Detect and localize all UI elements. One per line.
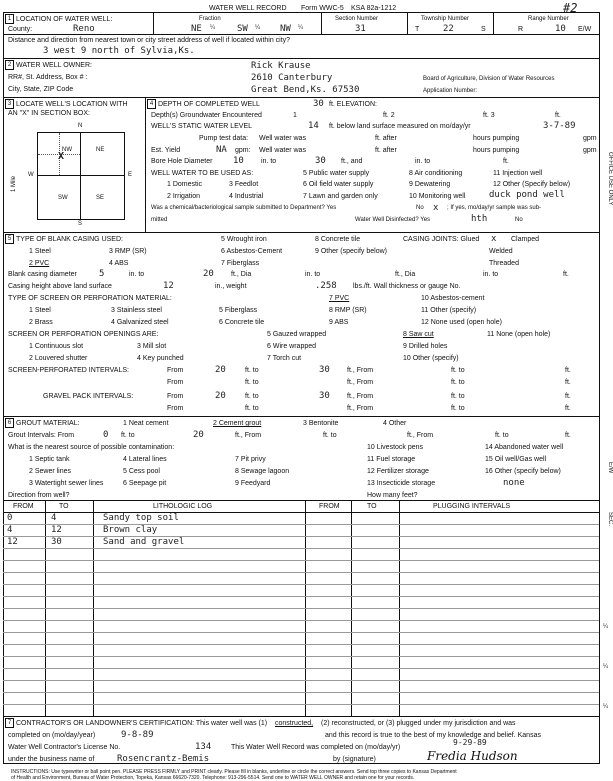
table-rule — [3, 608, 599, 609]
quarter-1: NE — [191, 24, 202, 34]
table-rule — [3, 548, 599, 549]
table-rule — [3, 572, 599, 573]
grout-to-value: 20 — [193, 430, 204, 440]
openings-title: SCREEN OR PERFORATION OPENINGS ARE: — [8, 331, 159, 338]
grout-neat: 1 Neat cement — [123, 420, 169, 427]
chem-mark: x — [433, 203, 439, 213]
open-drilled: 9 Drilled holes — [403, 343, 448, 350]
section-4-number: 4 — [147, 99, 156, 109]
screen-abs: 9 ABS — [329, 319, 349, 326]
distance-value: 3 west 9 north of Sylvia,Ks. — [43, 46, 195, 56]
grout-ft-to-2: ft. to — [323, 432, 337, 439]
west-label: W — [28, 172, 34, 178]
table-rule — [3, 596, 599, 597]
grout-from-value: 0 — [103, 430, 109, 440]
use-other: 12 Other (Specify below) — [493, 181, 571, 188]
yield-ft-after: ft. after — [375, 147, 397, 154]
perf-from-value: 20 — [215, 365, 226, 375]
perf-ft-to-3: ft. to — [245, 379, 259, 386]
county-label: County: — [8, 26, 33, 33]
casing-joints-mark: x — [491, 234, 497, 244]
section-5-number: 5 — [5, 234, 14, 244]
depth-label: DEPTH OF COMPLETED WELL — [158, 101, 260, 108]
bore-in-to-2: in. to — [415, 158, 431, 165]
bore-label: Bore Hole Diameter — [151, 158, 213, 165]
east-label: E — [128, 172, 133, 178]
range-number-label: Range Number — [528, 16, 569, 22]
casing-pvc: 2 PVC — [29, 260, 50, 267]
quarter-3: NW — [280, 24, 291, 34]
township-value: 22 — [443, 24, 454, 34]
true-text: and this record is true to the best of my knowledge and belief. Kansas — [325, 732, 541, 739]
disinfected-value: hth — [471, 214, 488, 224]
contam-lagoon: 8 Sewage lagoon — [235, 468, 290, 475]
gravel-to-value: 30 — [319, 391, 330, 401]
county-value: Reno — [73, 24, 95, 34]
yield-value: NA — [216, 145, 227, 155]
perf-ft-from-2: ft., From — [347, 379, 374, 386]
screen-steel: 1 Steel — [29, 307, 51, 314]
casing-welded: Welded — [489, 248, 513, 255]
table-rule — [3, 512, 599, 513]
t-label: T — [415, 26, 420, 33]
gravel-from-2: From — [167, 405, 184, 412]
perf-ft-to-1: ft. to — [245, 367, 259, 374]
contam-value: none — [503, 478, 525, 488]
section-7-number: 7 — [5, 718, 14, 728]
contam-septic: 1 Septic tank — [29, 456, 70, 463]
static-suffix: ft. below land surface measured on mo/day/yr — [329, 123, 471, 130]
contam-livestock: 10 Livestock pens — [367, 444, 424, 451]
casing-rmp: 3 RMP (SR) — [109, 248, 147, 255]
section-box[interactable] — [37, 132, 125, 220]
diam-ft-dia-2: ft., Dia — [395, 271, 416, 278]
township-number-label: Township Number — [421, 16, 470, 22]
quarter-sym-2: ¼ — [255, 25, 261, 31]
cert-constructed: constructed, — [275, 720, 314, 727]
instructions-2: of Health and Environment, Bureau of Water Protection, Topeka, Kansas 66620-7320. Telephone: 913-296-5514. Send one to WATER WELL OWNER and retain one for your records. — [11, 775, 415, 781]
screen-fiberglass: 5 Fiberglass — [219, 307, 258, 314]
disinfected-no: No — [515, 217, 523, 223]
grout-ft-to-3: ft. to — [495, 432, 509, 439]
yield-gpm: gpm: — [235, 147, 251, 154]
perf-ft-1: ft. — [565, 367, 571, 374]
diam-label: Blank casing diameter — [8, 271, 77, 278]
distance-label: Distance and direction from nearest town or city street address of well if located within city? — [8, 37, 291, 44]
casing-asbestos: 6 Asbestos-Cement — [221, 248, 283, 255]
screen-stainless: 3 Stainless steel — [111, 307, 162, 314]
use-label: WELL WATER TO BE USED AS: — [151, 170, 254, 177]
office-use-label: OFFICE USE ONLY — [607, 152, 613, 206]
table-rule — [3, 656, 599, 657]
bore-in-to: in. to — [261, 158, 277, 165]
col-to-2: TO — [367, 503, 377, 510]
license-value: 134 — [195, 742, 212, 752]
open-key: 4 Key punched — [137, 355, 184, 362]
row-to: 12 — [51, 525, 62, 535]
section-1-number: 1 — [5, 14, 14, 24]
cert-line-1: CONTRACTOR'S OR LANDOWNER'S CERTIFICATION: This water well was (1) — [16, 720, 268, 727]
signature-label: by (signature) — [333, 756, 376, 763]
screen-concrete: 6 Concrete tile — [219, 319, 265, 326]
table-rule — [3, 524, 599, 525]
chem-no: No — [416, 205, 424, 211]
gravel-ft-to-4: ft. to — [451, 405, 465, 412]
north-label: N — [78, 123, 83, 129]
chem-label: Was a chemical/bacteriological sample submitted to Department? Yes — [151, 205, 337, 211]
disinfected-label: Water Well Disinfected? Yes — [355, 217, 431, 223]
city-label: City, State, ZIP Code — [8, 86, 74, 93]
perf-label: SCREEN-PERFORATED INTERVALS: — [8, 367, 129, 374]
feet-label: How many feet? — [367, 492, 418, 499]
record-label: This Water Well Record was completed on (mo/day/yr) — [231, 744, 401, 751]
gw-3: ft. 3 — [483, 112, 495, 119]
casing-clamped: Clamped — [511, 236, 540, 243]
table-rule — [3, 680, 599, 681]
gravel-ft-1: ft. — [565, 393, 571, 400]
table-rule — [3, 644, 599, 645]
use-other-value: duck pond well — [489, 190, 565, 200]
s-label: S — [481, 26, 486, 33]
contam-abandoned: 14 Abandoned water well — [485, 444, 564, 451]
gravel-ft-to-3: ft. to — [245, 405, 259, 412]
diam-to-value: 20 — [203, 269, 214, 279]
business-value: Rosencrantz-Bemis — [117, 754, 210, 764]
weight-suffix: lbs./ft. Wall thickness or gauge No. — [353, 283, 461, 290]
use-monitoring: 10 Monitoring well — [409, 193, 466, 200]
gw-1: 1 — [293, 112, 297, 119]
grout-title: GROUT MATERIAL: — [16, 420, 80, 427]
contam-fertilizer: 12 Fertilizer storage — [367, 468, 429, 475]
contam-fuel: 11 Fuel storage — [367, 456, 416, 463]
ksa-number: KSA 82a-1212 — [351, 5, 397, 12]
business-label: under the business name of — [8, 756, 95, 763]
screen-asbestos: 10 Asbestos-cement — [421, 295, 485, 302]
contam-pit: 7 Pit privy — [235, 456, 266, 463]
contam-other: 16 Other (specify below) — [485, 468, 561, 475]
open-torch: 7 Torch cut — [267, 355, 302, 362]
table-rule — [3, 692, 599, 693]
r-label: R — [518, 26, 524, 33]
quarter-2: SW — [237, 24, 248, 34]
table-rule — [3, 704, 599, 705]
use-lawn: 7 Lawn and garden only — [303, 193, 378, 200]
gravel-from-value: 20 — [215, 391, 226, 401]
address-label: RR#, St. Address, Box # : — [8, 74, 88, 81]
casing-threaded: Threaded — [489, 260, 519, 267]
row-desc: Brown clay — [103, 525, 158, 535]
gravel-ft-to-1: ft. to — [245, 393, 259, 400]
depth-value: 30 — [313, 99, 324, 109]
contam-insecticide: 13 Insecticide storage — [367, 480, 436, 487]
signature: Fredia Hudson — [427, 749, 518, 763]
form-number: Form WWC-5 — [301, 5, 344, 12]
row-to: 30 — [51, 537, 62, 547]
casing-abs: 4 ABS — [109, 260, 129, 267]
weight-label: in., weight — [215, 283, 247, 290]
open-mill: 3 Mill slot — [137, 343, 167, 350]
contam-label: What is the nearest source of possible contamination: — [8, 444, 175, 451]
contam-oil: 15 Oil well/Gas well — [485, 456, 547, 463]
open-continuous: 1 Continuous slot — [29, 343, 84, 350]
gravel-ft-to-2: ft. to — [451, 393, 465, 400]
use-feedlot: 3 Feedlot — [229, 181, 259, 188]
screen-other: 11 Other (specify) — [421, 307, 477, 314]
chem-suffix: ; If yes, mo/day/yr sample was sub- — [447, 205, 542, 211]
table-rule — [3, 668, 599, 669]
height-label: Casing height above land surface — [8, 283, 112, 290]
static-date: 3-7-89 — [543, 121, 576, 131]
use-public: 5 Public water supply — [303, 170, 370, 177]
pump-label: Pump test data: — [199, 135, 249, 142]
margin-q3: ¼ — [603, 704, 609, 710]
quarter-sym-1: ¼ — [210, 25, 216, 31]
casing-concrete: 8 Concrete tile — [315, 236, 361, 243]
open-none: 11 None (open hole) — [487, 331, 551, 338]
contam-feedyard: 9 Feedyard — [235, 480, 271, 487]
open-louvered: 2 Louvered shutter — [29, 355, 88, 362]
bore-value: 10 — [233, 156, 244, 166]
perf-from-1: From — [167, 367, 184, 374]
groundwater-label: Depth(s) Groundwater Encountered — [151, 112, 262, 119]
grout-bentonite: 3 Bentonite — [303, 420, 339, 427]
weight-value: .258 — [315, 281, 337, 291]
grout-ft-from-2: ft., From — [407, 432, 434, 439]
row-to: 4 — [51, 513, 57, 523]
use-industrial: 4 Industrial — [229, 193, 264, 200]
section-3-number: 3 — [5, 99, 14, 109]
screen-rmp: 8 RMP (SR) — [329, 307, 367, 314]
screen-galvanized: 4 Galvanized steel — [111, 319, 169, 326]
col-litho: LITHOLOGIC LOG — [153, 503, 213, 510]
screen-pvc: 7 PVC — [329, 295, 350, 302]
ew-label: E/W — [578, 26, 592, 33]
contam-sewer: 2 Sewer lines — [29, 468, 72, 475]
yield-ww: Well water was — [259, 147, 306, 154]
row-desc: Sandy top soil — [103, 513, 179, 523]
mile-label: 1 Mile — [11, 175, 17, 192]
grout-cement: 2 Cement grout — [213, 420, 262, 427]
bore-to-value: 30 — [315, 156, 326, 166]
diam-in-to-2: in. to — [305, 271, 321, 278]
ne-label: NE — [96, 147, 105, 153]
fraction-label: Fraction — [199, 16, 221, 22]
mitted-label: mitted — [151, 217, 168, 223]
static-value: 14 — [308, 121, 319, 131]
row-desc: Sand and gravel — [103, 537, 185, 547]
static-label: WELL'S STATIC WATER LEVEL — [151, 123, 253, 130]
perf-ft-2: ft. — [565, 379, 571, 386]
open-saw: 8 Saw cut — [403, 331, 434, 338]
bore-ft: ft. — [503, 158, 509, 165]
location-label: LOCATION OF WATER WELL: — [16, 16, 113, 23]
contam-seepage: 6 Seepage pit — [123, 480, 167, 487]
gravel-ft-from-1: ft., From — [347, 393, 374, 400]
lithologic-log-table — [3, 500, 599, 716]
use-injection: 11 Injection well — [493, 170, 543, 177]
margin-q2: ¼ — [603, 664, 609, 670]
grout-ft-from: ft., From — [235, 432, 262, 439]
license-label: Water Well Contractor's License No. — [8, 744, 121, 751]
casing-title: TYPE OF BLANK CASING USED: — [16, 236, 123, 243]
bore-ft-and: ft., and — [341, 158, 363, 165]
use-dewater: 9 Dewatering — [409, 181, 451, 188]
use-irrigation: 2 Irrigation — [167, 193, 201, 200]
yield-gpm-2: gpm — [583, 147, 597, 154]
south-label: S — [78, 221, 83, 227]
gw-ft: ft. — [555, 112, 561, 119]
yield-label: Est. Yield — [151, 147, 181, 154]
table-rule — [3, 620, 599, 621]
margin-q1: ¼ — [603, 624, 609, 630]
col-to: TO — [59, 503, 69, 510]
nw-label: NW — [62, 147, 72, 153]
instructions-1: INSTRUCTIONS: Use typewriter or ball point pen. PLEASE PRESS FIRMLY and PRINT clearly. Please fill in blanks, underline or circle the correct answers. Send top three copies to Kansas Department — [11, 769, 457, 775]
row-from: 12 — [7, 537, 18, 547]
owner-label: WATER WELL OWNER: — [16, 62, 92, 69]
section-2-number: 2 — [5, 60, 14, 70]
contam-cess: 5 Cess pool — [123, 468, 160, 475]
row-from: 4 — [7, 525, 13, 535]
city-value: Great Bend,Ks. 67530 — [251, 85, 360, 95]
section-value: 31 — [355, 24, 366, 34]
grout-ft-end: ft. — [565, 432, 571, 439]
margin-sec: SEC. — [607, 512, 613, 527]
board-label: Board of Agriculture, Division of Water Resources — [423, 76, 555, 82]
height-value: 12 — [163, 281, 174, 291]
perf-to-value: 30 — [319, 365, 330, 375]
casing-joints-label: CASING JOINTS: Glued — [403, 236, 480, 243]
table-rule — [3, 584, 599, 585]
locate-title-1: LOCATE WELL'S LOCATION WITH — [16, 101, 128, 108]
gravel-ft-from-2: ft., From — [347, 405, 374, 412]
se-label: SE — [96, 195, 105, 201]
range-value: 10 — [555, 24, 566, 34]
direction-label: Direction from well? — [8, 492, 70, 499]
handwritten-annotation: #2 — [563, 1, 578, 15]
open-gauzed: 5 Gauzed wrapped — [267, 331, 327, 338]
casing-fiberglass: 7 Fiberglass — [221, 260, 260, 267]
elevation-label: ft. ELEVATION: — [329, 101, 377, 108]
diam-ft-dia: ft., Dia — [231, 271, 252, 278]
completed-label: completed on (mo/day/year) — [8, 732, 96, 739]
use-oil: 6 Oil field water supply — [303, 181, 374, 188]
pump-hours: hours pumping — [473, 135, 520, 142]
perf-ft-from-1: ft., From — [347, 367, 374, 374]
gravel-label: GRAVEL PACK INTERVALS: — [43, 393, 134, 400]
col-from: FROM — [13, 503, 34, 510]
screen-none: 12 None used (open hole) — [421, 319, 502, 326]
screen-title: TYPE OF SCREEN OR PERFORATION MATERIAL: — [8, 295, 172, 302]
use-air: 8 Air conditioning — [409, 170, 463, 177]
cert-line-1b: (2) reconstructed, or (3) plugged under my jurisdiction and was — [321, 720, 516, 727]
table-rule — [3, 560, 599, 561]
grout-int-label: Grout Intervals: From — [8, 432, 75, 439]
locate-title-2: AN "X" IN SECTION BOX: — [8, 110, 90, 117]
water-well-record-form — [3, 1, 613, 781]
col-plug: PLUGGING INTERVALS — [433, 503, 511, 510]
location-mark: X — [58, 151, 65, 162]
completed-value: 9-8-89 — [121, 730, 154, 740]
grout-ft-to: ft. to — [121, 432, 135, 439]
section-6-number: 6 — [5, 418, 14, 428]
diam-in-to: in. to — [129, 271, 145, 278]
diam-value: 5 — [99, 269, 105, 279]
col-from-2: FROM — [319, 503, 340, 510]
perf-ft-to-4: ft. to — [451, 379, 465, 386]
record-date: 9-29-89 — [453, 738, 487, 747]
open-wire: 6 Wire wrapped — [267, 343, 317, 350]
grout-other: 4 Other — [383, 420, 407, 427]
table-rule — [3, 632, 599, 633]
contam-watertight: 3 Watertight sewer lines — [29, 480, 104, 487]
perf-from-2: From — [167, 379, 184, 386]
margin-ew: E/W — [607, 462, 613, 474]
yield-hours: hours pumping — [473, 147, 520, 154]
address-value: 2610 Canterbury — [251, 73, 333, 83]
casing-wrought: 5 Wrought iron — [221, 236, 267, 243]
use-domestic: 1 Domestic — [167, 181, 203, 188]
section-number-label: Section Number — [335, 16, 379, 22]
form-title: WATER WELL RECORD — [209, 5, 287, 12]
pump-ww: Well water was — [259, 135, 306, 142]
diam-ft-end: ft. — [563, 271, 569, 278]
sw-label: SW — [58, 195, 68, 201]
gravel-from-1: From — [167, 393, 184, 400]
gravel-ft-2: ft. — [565, 405, 571, 412]
open-other: 10 Other (specify) — [403, 355, 459, 362]
owner-value: Rick Krause — [251, 61, 311, 71]
perf-ft-to-2: ft. to — [451, 367, 465, 374]
row-from: 0 — [7, 513, 13, 523]
quarter-sym-3: ¼ — [298, 25, 304, 31]
diam-in-to-3: in. to — [483, 271, 499, 278]
contam-lateral: 4 Lateral lines — [123, 456, 167, 463]
gw-2: ft. 2 — [383, 112, 395, 119]
pump-gpm: gpm — [583, 135, 597, 142]
screen-brass: 2 Brass — [29, 319, 53, 326]
pump-ft-after: ft. after — [375, 135, 397, 142]
casing-steel: 1 Steel — [29, 248, 51, 255]
table-rule — [3, 536, 599, 537]
application-label: Application Number: — [423, 88, 478, 94]
casing-other: 9 Other (specify below) — [315, 248, 387, 255]
